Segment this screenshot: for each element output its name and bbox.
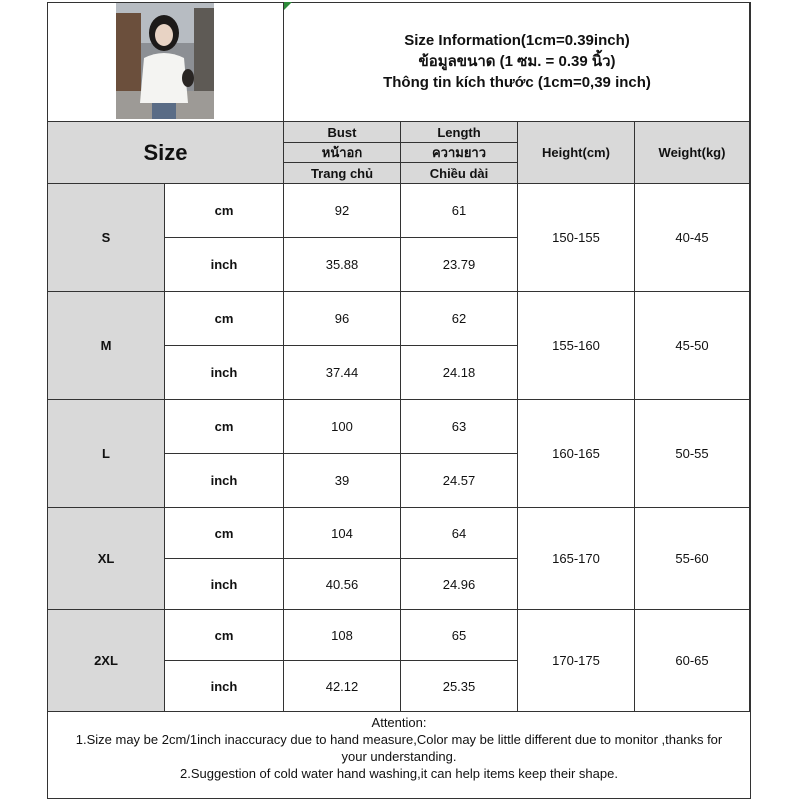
height-header: Height(cm) — [518, 122, 635, 184]
length-inch-value: 24.96 — [401, 559, 518, 610]
bust-header-vi: Trang chủ — [284, 163, 401, 184]
length-inch-value: 24.57 — [401, 454, 518, 508]
size-label: 2XL — [48, 610, 165, 712]
unit-cm-label: cm — [165, 610, 284, 661]
length-cm-value: 64 — [401, 508, 518, 559]
length-cm-value: 62 — [401, 292, 518, 346]
attention-note-2: 2.Suggestion of cold water hand washing,it can help items keep their shape. — [180, 766, 618, 781]
bust-inch-value: 40.56 — [284, 559, 401, 610]
attention-title: Attention: — [371, 715, 427, 730]
length-cm-value: 61 — [401, 184, 518, 238]
size-header: Size — [48, 122, 284, 184]
bust-inch-value: 35.88 — [284, 238, 401, 292]
size-label: S — [48, 184, 165, 292]
info-line-english: Size Information(1cm=0.39inch) — [404, 32, 630, 49]
weight-value: 55-60 — [635, 508, 750, 610]
bust-cm-value: 100 — [284, 400, 401, 454]
attention-notes — [48, 712, 750, 798]
size-information — [284, 2, 750, 121]
length-inch-value: 23.79 — [401, 238, 518, 292]
bust-header-en: Bust — [284, 122, 401, 143]
height-value: 170-175 — [518, 610, 635, 712]
bust-cm-value: 104 — [284, 508, 401, 559]
size-label: M — [48, 292, 165, 400]
height-value: 150-155 — [518, 184, 635, 292]
length-header-en: Length — [401, 122, 518, 143]
unit-cm-label: cm — [165, 292, 284, 346]
length-header-vi: Chiều dài — [401, 163, 518, 184]
weight-value: 50-55 — [635, 400, 750, 508]
bust-cm-value: 108 — [284, 610, 401, 661]
length-header-th: ความยาว — [401, 143, 518, 163]
bust-cm-value: 92 — [284, 184, 401, 238]
info-line-vietnamese: Thông tin kích thước (1cm=0,39 inch) — [383, 74, 651, 91]
unit-inch-label: inch — [165, 238, 284, 292]
length-inch-value: 24.18 — [401, 346, 518, 400]
bust-inch-value: 39 — [284, 454, 401, 508]
unit-inch-label: inch — [165, 661, 284, 712]
unit-cm-label: cm — [165, 184, 284, 238]
height-value: 165-170 — [518, 508, 635, 610]
length-cm-value: 63 — [401, 400, 518, 454]
unit-inch-label: inch — [165, 346, 284, 400]
info-line-thai: ข้อมูลขนาด (1 ซม. = 0.39 นิ้ว) — [418, 53, 616, 70]
unit-inch-label: inch — [165, 454, 284, 508]
product-photo — [116, 3, 214, 119]
weight-value: 45-50 — [635, 292, 750, 400]
bust-inch-value: 37.44 — [284, 346, 401, 400]
attention-note-1: 1.Size may be 2cm/1inch inaccuracy due to hand measure,Color may be little different due to monitor ,thanks for your understanding. — [75, 732, 723, 764]
bust-inch-value: 42.12 — [284, 661, 401, 712]
size-label: L — [48, 400, 165, 508]
weight-value: 60-65 — [635, 610, 750, 712]
length-inch-value: 25.35 — [401, 661, 518, 712]
bust-header-th: หน้าอก — [284, 143, 401, 163]
length-cm-value: 65 — [401, 610, 518, 661]
unit-cm-label: cm — [165, 400, 284, 454]
height-value: 155-160 — [518, 292, 635, 400]
unit-inch-label: inch — [165, 559, 284, 610]
weight-value: 40-45 — [635, 184, 750, 292]
bust-cm-value: 96 — [284, 292, 401, 346]
height-value: 160-165 — [518, 400, 635, 508]
unit-cm-label: cm — [165, 508, 284, 559]
size-label: XL — [48, 508, 165, 610]
weight-header: Weight(kg) — [635, 122, 750, 184]
